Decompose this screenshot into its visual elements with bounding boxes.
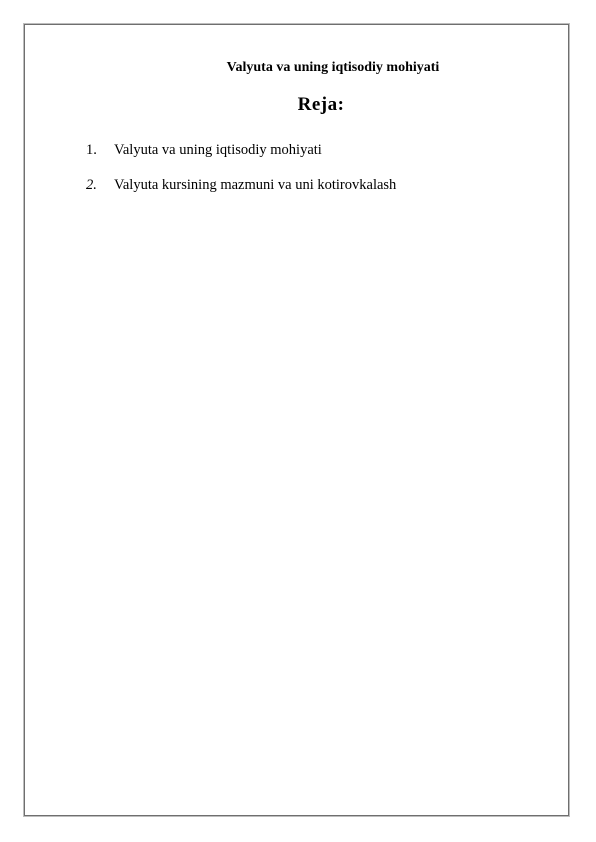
document-title: Valyuta va uning iqtisodiy mohiyati xyxy=(226,60,440,75)
plan-heading: Reja: xyxy=(297,94,345,115)
plan-item-text: Valyuta kursining mazmuni va uni kotirovkalash xyxy=(114,177,397,193)
plan-item-number: 1. xyxy=(86,142,97,158)
plan-item-text: Valyuta va uning iqtisodiy mohiyati xyxy=(114,142,322,158)
plan-item-number: 2. xyxy=(86,177,97,193)
